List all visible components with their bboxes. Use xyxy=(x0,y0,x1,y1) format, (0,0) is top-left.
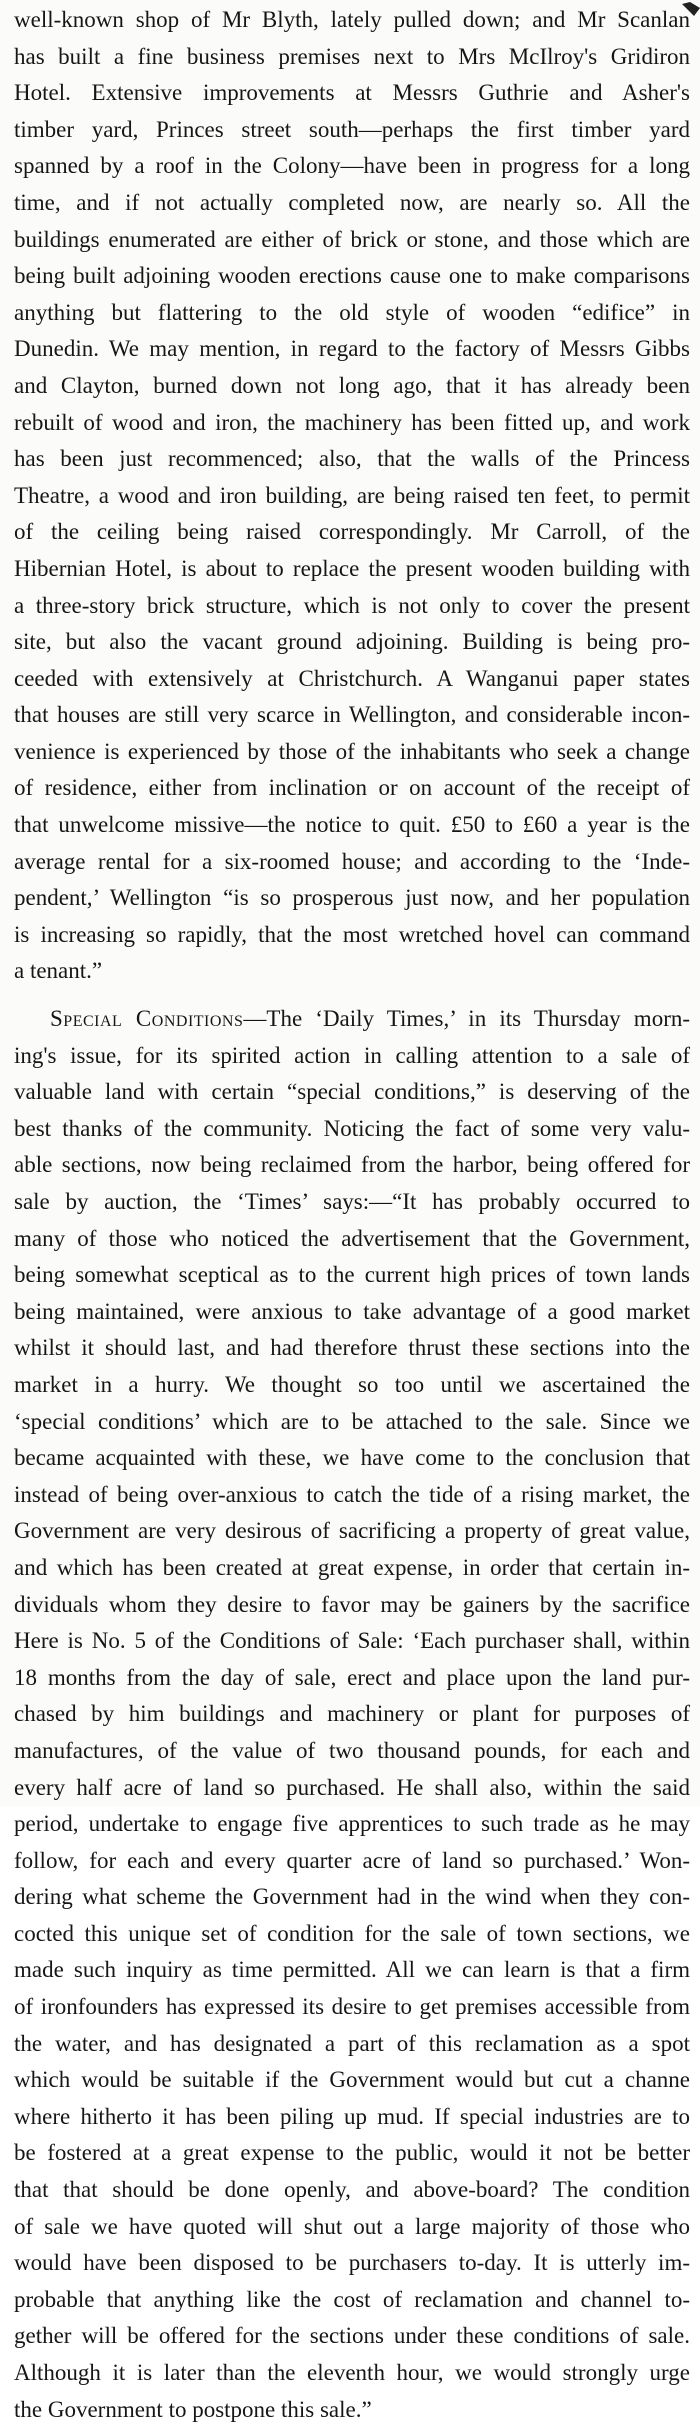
text-line: Dunedin. We may mention, in regard to the factory of Messrs Gibbs xyxy=(14,336,690,362)
text-line: ‘special conditions’ which are to be attached to the sale. Since we xyxy=(14,1408,690,1434)
text-line: being maintained, were anxious to take advantage of a good market xyxy=(14,1298,690,1324)
text-line: gether will be offered for the sections under these conditions of sale. xyxy=(14,2323,690,2349)
text-line: of ironfounders has expressed its desire to get premises accessible from xyxy=(14,1994,690,2020)
text-line: which would be suitable if the Government would but cut a channe xyxy=(14,2067,690,2093)
text-line: venience is experienced by those of the inhabitants who seek a change xyxy=(14,738,690,764)
text-line: made such inquiry as time permitted. All we can learn is that a firm xyxy=(14,1957,690,1983)
text-line: that houses are still very scarce in Wellington, and considerable incon- xyxy=(14,702,690,728)
text-line: being somewhat sceptical as to the current high prices of town lands xyxy=(14,1262,690,1288)
text-line: being built adjoining wooden erections cause one to make comparisons xyxy=(14,263,690,289)
text-line: manufactures, of the value of two thousand pounds, for each and xyxy=(14,1737,690,1763)
text-line: ceeded with extensively at Christchurch. A Wanganui paper states xyxy=(14,665,690,691)
text-line: instead of being over-anxious to catch the tide of a rising market, the xyxy=(14,1481,690,1507)
text-line: the water, and has designated a part of this reclamation as a spot xyxy=(14,2030,690,2056)
text-line: be fostered at a great expense to the public, would it not be better xyxy=(14,2140,690,2166)
text-line: a tenant.” xyxy=(14,958,103,984)
section-heading: Special Conditions xyxy=(50,1006,244,1032)
text-line: probable that anything like the cost of reclamation and channel to- xyxy=(14,2286,690,2312)
text-line: Theatre, a wood and iron building, are being raised ten feet, to permit xyxy=(14,482,690,508)
text-line: average rental for a six-roomed house; and according to the ‘Inde- xyxy=(14,848,690,874)
text-line: valuable land with certain “special conditions,” is deserving of the xyxy=(14,1079,690,1105)
text-line: Government are very desirous of sacrificing a property of great value, xyxy=(14,1518,690,1544)
text-line: Although it is later than the eleventh hour, we would strongly urge xyxy=(14,2360,690,2385)
text-line: best thanks of the community. Noticing the fact of some very valu- xyxy=(14,1115,690,1141)
text-line: dering what scheme the Government had in the wind when they con- xyxy=(14,1884,690,1910)
text-line: time, and if not actually completed now, are nearly so. All the xyxy=(14,189,690,215)
text-line: anything but flattering to the old style of wooden “edifice” in xyxy=(14,299,690,325)
text-line: Here is No. 5 of the Conditions of Sale: ‘Each purchaser shall, within xyxy=(14,1628,690,1654)
text-line: and Clayton, burned down not long ago, that it has already been xyxy=(14,372,690,398)
text-line: many of those who noticed the advertisement that the Government, xyxy=(14,1225,690,1251)
text-line: has built a fine business premises next to Mrs McIlroy's Gridiron xyxy=(14,43,690,69)
paragraph-spacer xyxy=(14,990,690,1001)
text-line: a three-story brick structure, which is not only to cover the present xyxy=(14,592,690,618)
text-line: ing's issue, for its spirited action in calling attention to a sale of xyxy=(14,1042,690,1068)
text-line: is increasing so rapidly, that the most wretched hovel can command xyxy=(14,921,690,947)
text-line: of residence, either from inclination or on account of the receipt of xyxy=(14,775,690,801)
paragraph-opening-line xyxy=(14,1001,690,1038)
article-paragraph-1 xyxy=(14,2,690,990)
text-line: of the ceiling being raised correspondingly. Mr Carroll, of the xyxy=(14,519,690,545)
text-line: has been just recommenced; also, that the walls of the Princess xyxy=(14,446,690,472)
text-line: dividuals whom they desire to favor may be gainers by the sacrifice xyxy=(14,1591,690,1617)
text-line: timber yard, Princes street south—perhaps the first timber yard xyxy=(14,116,690,142)
text-line: period, undertake to engage five apprentices to such trade as he may xyxy=(14,1811,690,1837)
text-line: spanned by a roof in the Colony—have been in progress for a long xyxy=(14,153,690,179)
text-line: sale by auction, the ‘Times’ says:—“It has probably occurred to xyxy=(14,1189,690,1214)
text-line: able sections, now being reclaimed from the harbor, being offered for xyxy=(14,1152,690,1178)
text-line: 18 months from the day of sale, erect and place upon the land pur- xyxy=(14,1664,690,1690)
text-line: of sale we have quoted will shut out a large majority of those who xyxy=(14,2213,690,2239)
text-line: became acquainted with these, we have come to the conclusion that xyxy=(14,1445,690,1471)
text-line: well-known shop of Mr Blyth, lately pulled down; and Mr Scanlan xyxy=(14,7,690,32)
text-line: that unwelcome missive—the notice to quit. £50 to £60 a year is the xyxy=(14,812,690,838)
text-line: rebuilt of wood and iron, the machinery has been fitted up, and work xyxy=(14,409,690,435)
text-line: Hibernian Hotel, is about to replace the present wooden building with xyxy=(14,555,690,581)
text-line: chased by him buildings and machinery or plant for purposes of xyxy=(14,1701,690,1727)
text-line: would have been disposed to be purchasers to-day. It is utterly im- xyxy=(14,2250,690,2276)
text-line: Hotel. Extensive improvements at Messrs Guthrie and Asher's xyxy=(14,80,690,106)
article-paragraph-2 xyxy=(14,1001,690,2428)
text-line: the Government to postpone this sale.” xyxy=(14,2396,372,2422)
text-line: buildings enumerated are either of brick or stone, and those which are xyxy=(14,226,690,252)
article-column xyxy=(14,2,690,2428)
text-line: whilst it should last, and had therefore thrust these sections into the xyxy=(14,1335,690,1361)
text-line: market in a hurry. We thought so too until we ascertained the xyxy=(14,1371,690,1397)
text-line: that that should be done openly, and above-board? The condition xyxy=(14,2177,690,2203)
text-line: site, but also the vacant ground adjoining. Building is being pro- xyxy=(14,629,690,655)
text-line: every half acre of land so purchased. He shall also, within the said xyxy=(14,1774,690,1800)
text-line: follow, for each and every quarter acre of land so purchased.’ Won- xyxy=(14,1847,690,1873)
text-line: cocted this unique set of condition for the sale of town sections, we xyxy=(14,1920,690,1946)
text-run: —The ‘Daily Times,’ in its Thursday morn- xyxy=(243,1006,691,1032)
text-line: and which has been created at great expense, in order that certain in- xyxy=(14,1554,690,1580)
text-line: where hitherto it has been piling up mud. If special industries are to xyxy=(14,2103,690,2129)
text-line: pendent,’ Wellington “is so prosperous just now, and her population xyxy=(14,885,690,911)
